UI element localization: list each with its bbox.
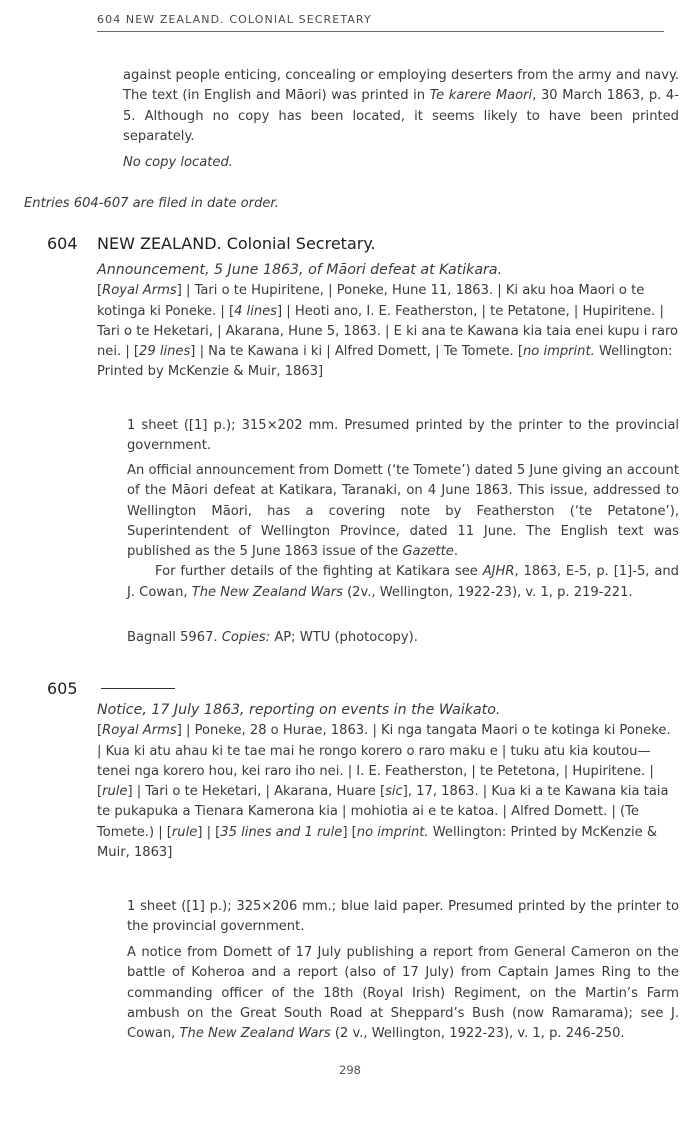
entry-604-note-publication: Gazette	[402, 544, 454, 560]
entry-605-rule-a: rule	[102, 784, 128, 800]
entry-605-imprint: Wellington: Printed by McKenzie & Muir, 1863]	[97, 824, 658, 861]
entry-604-references	[127, 628, 679, 648]
entry-604-imprint: Wellington: Printed by McKenzie & Muir, 1863]	[97, 344, 673, 380]
entry-604-further-details-3: (2v., Wellington, 1922-23), v. 1, p. 219-221.	[347, 584, 633, 600]
no-copy-text: No copy located.	[123, 155, 233, 170]
entry-604-cowan-title: The New Zealand Wars	[191, 584, 343, 600]
entry-605-note	[127, 943, 679, 1044]
entry-605-transcription-2: | Tari o te Heketari, | Akarana, Huare	[136, 784, 376, 800]
prev-entry-note	[123, 66, 679, 147]
entry-604-lines-b: 29 lines	[139, 344, 191, 360]
entry-604-transcription-2: | Heoti ano, I. E. Featherston, | te Petatone, | Hupiritene. | Tari o te Heketari, | Akarana, Hune 5, 1863. | E ki ana te Kawana kia taia enei kupu i raro nei. |	[97, 303, 679, 360]
entry-605-title-block: Notice, 17 July 1863, reporting on events in the Waikato. [Royal Arms] | Poneke, 28 o Hurae, 1863. | Ki nga tangata Maori o te kotinga ki Poneke. | Kua ki atu ahau ki te tae mai he rongo korero o raro maku e | tuku atu kia koutou—tenei nga korero hou, kei raro iho nei. | I. E. Featherston, | te Petetona, | Hupiritene. | [rule] | Tari o te Heketari, | Akarana, Huare [sic], 17, 1863. | Kua ki a te Kawana kia taia te pukapuka a Tienara Kamerona kia | mohiotia ai e te katoa. | Alfred Domett. | (Te Tomete.) | [rule] | [35 lines and 1 rule] [no imprint. Wellington: Printed by McKenzie & Muir, 1863]	[97, 702, 671, 861]
running-head: 604 NEW ZEALAND. COLONIAL SECRETARY	[97, 13, 372, 26]
entry-604-lines-a: 4 lines	[234, 303, 278, 319]
entry-604-copies-label: Copies:	[221, 630, 271, 645]
entry-604-transcription-3: | Na te Kawana i ki | Alfred Domett, | Te Tomete.	[199, 344, 514, 360]
prev-entry-text-2: , 30 March 1863, p. 4-5. Although no copy has been located, it seems likely to have been printed separately.	[123, 88, 679, 144]
entry-605-ditto-rule	[101, 688, 175, 689]
entry-604-physical: 1 sheet ([1] p.); 315×202 mm. Presumed printed by the printer to the provincial government.	[127, 418, 679, 454]
header-rule	[97, 31, 664, 32]
entry-604-transcription: | Tari o te Hupiritene, | Poneke, Hune 11, 1863. | Ki aku hoa Maori o te kotinga ki Poneke. |	[97, 283, 645, 319]
entry-604-ajhr: AJHR	[482, 564, 515, 580]
page-number: 298	[339, 1063, 361, 1077]
entry-605-title: Notice, 17 July 1863, reporting on events in the Waikato.	[97, 702, 501, 718]
entry-605-number: 605	[47, 679, 78, 698]
entry-605-note-text: A notice from Domett of 17 July publishing a report from General Cameron on the battle of Koheroa and a report (also of 17 July) from Captain James Ring to the commanding officer of the 18th (Royal Irish) Regiment, on the Martin’s Farm ambush on the Great South Road at Sheppard’s Bush (now Ramarama); see J. Cowan,	[127, 945, 679, 1042]
entry-605-cowan-title: The New Zealand Wars	[179, 1026, 331, 1042]
entry-604-title-block: Announcement, 5 June 1863, of Māori defeat at Katikara. [Royal Arms] | Tari o te Hupiritene, | Poneke, Hune 11, 1863. | Ki aku hoa Maori o te kotinga ki Poneke. | [4 lines] | Heoti ano, I. E. Featherston, | te Petatone, | Hupiritene. | Tari o te Heketari, | Akarana, Hune 5, 1863. | E ki ana te Kawana kia taia enei kupu i raro nei. | [29 lines] | Na te Kawana i ki | Alfred Domett, | Te Tomete. [no imprint. Wellington: Printed by McKenzie & Muir, 1863]	[97, 262, 679, 380]
entry-604-no-imprint: no imprint.	[522, 344, 595, 360]
entry-605-transcription: | Poneke, 28 o Hurae, 1863. | Ki nga tangata Maori o te kotinga ki Poneke. | Kua ki atu ahau ki te tae mai he rongo korero o raro maku e | tuku atu kia koutou—tenei nga korero hou, kei raro iho nei. | I. E. Featherston, | te Petetona, | Hupiritene. |	[97, 723, 671, 779]
entry-605-no-imprint: no imprint.	[356, 824, 429, 840]
entry-604-title: Announcement, 5 June 1863, of Māori defeat at Katikara.	[97, 262, 503, 278]
entry-604-note: An official announcement from Domett (‘te Tomete’) dated 5 June giving an account of the Māori defeat at Katikara, Taranaki, on 4 June 1863. This issue, addressed to Wellington Māori, has a covering note by Featherston (‘te Petatone’), Superintendent of Wellington Province, dated 11 June. The English text was published as the 5 June 1863 issue of the Gazette. For further details of the fighting at Katikara see AJHR, 1863, E-5, p. [1]-5, and J. Cowan, The New Zealand Wars (2v., Wellington, 1922-23), v. 1, p. 219-221.	[127, 463, 679, 600]
entry-605-lines: 35 lines and 1 rule	[220, 824, 343, 840]
entry-605-note-text-2: (2 v., Wellington, 1922-23), v. 1, p. 246-250.	[334, 1026, 625, 1042]
entry-604-further-details-2: , 1863, E-5, p. [1]-5, and J. Cowan,	[127, 564, 679, 600]
entry-604-number: 604	[47, 234, 78, 253]
entry-604-note-text: An official announcement from Domett (‘te Tomete’) dated 5 June giving an account of the Māori defeat at Katikara, Taranaki, on 4 June 1863. This issue, addressed to Wellington Māori, has a covering note by Featherston (‘te Petatone’), Superintendent of Wellington Province, dated 11 June. The English text was published as the 5 June 1863 issue of the	[127, 463, 679, 560]
entry-605-rule-b: rule	[171, 824, 198, 840]
entry-605-transcription-3: ], 17, 1863. | Kua ki a te Kawana kia taia te pukapuka a Tienara Kamerona kia | mohiotia ai e te katoa. | Alfred Domett. | (Te Tomete.) |	[97, 784, 669, 840]
prev-entry-text: against people enticing, concealing or employing deserters from the army and navy. The text (in English and Māori) was printed in	[123, 68, 679, 104]
prev-entry-no-copy	[123, 153, 679, 173]
filing-note: Entries 604-607 are filed in date order.	[24, 196, 279, 211]
entry-604-heading: NEW ZEALAND. Colonial Secretary.	[97, 234, 376, 253]
entry-605-royal-arms: Royal Arms	[102, 723, 177, 739]
entry-605-physical: 1 sheet ([1] p.); 325×206 mm.; blue laid paper. Presumed printed by the printer to the provincial government.	[127, 899, 679, 935]
prev-entry-publication: Te karere Maori	[429, 88, 533, 104]
entry-604-further-details: For further details of the fighting at Katikara see	[155, 564, 478, 580]
entry-605-sic: sic	[385, 784, 403, 800]
entry-604-bagnall: Bagnall 5967.	[127, 630, 218, 645]
entry-604-royal-arms: Royal Arms	[102, 283, 177, 299]
entry-604-copies: AP; WTU (photocopy).	[274, 630, 418, 645]
